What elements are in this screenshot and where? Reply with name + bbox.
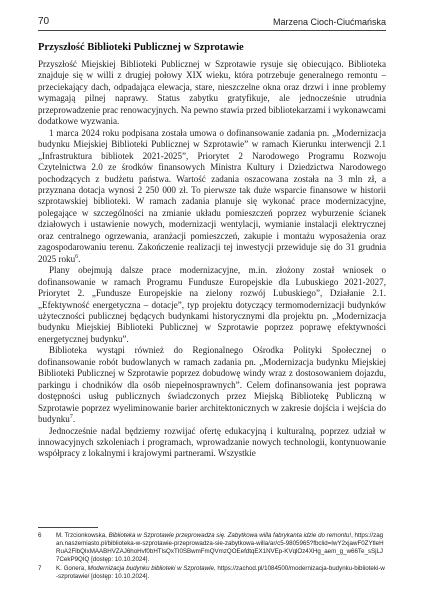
footnote-title: Biblioteka w Szprotawie przeprowadza się. Zabytkowa willa fabrykanta idzie do remontu! xyxy=(108,532,352,539)
paragraph-1: Przyszłość Miejskiej Biblioteki Publicznej w Szprotawie rysuje się obiecująco. Biblioteka znajduje się w willi z drugiej połowy XIX wieku, która potrzebuje generalnego remontu – przeciekający dach, odpadająca elewacja, stare, nieszczelne okna oraz drzwi i inne problemy wymagają pilnej naprawy. Status zabytku gratyfikuje, ale jednocześnie utrudnia przeprowadzenie prac renowacyjnych. Na pewno stawia przed bibliotekarzami i wykonawcami dodatkowe wyzwania. xyxy=(38,59,386,127)
footnote-mark: 6 xyxy=(38,532,42,539)
section-title: Przyszłość Biblioteki Publicznej w Szprotawie xyxy=(38,42,244,53)
paragraph-4: Biblioteka wystąpi również do Regionalnego Ośrodka Polityki Społecznej o dofinansowanie robót budowlanych w ramach zadania pn. „Modernizacja budynku Miejskiej Biblioteki Publicznej w Szprotawie poprzez dobudowę windy wraz z dostosowaniem dojazdu, parkingu i chodników dla osób niepełnosprawnych”. Celem dofinansowania jest poprawa dostępności usług publicznych świadczonych przez Miejską Bibliotekę Publiczną w Szprotawie poprzez wyeliminowanie barier architektonicznych w zakresie dojścia i wejścia do budynku$^7$. xyxy=(38,345,386,425)
paragraph-3: Plany obejmują dalsze prace modernizacyjne, m.in. złożony został wniosek o dofinansowanie w ramach Programu Fundusze Europejskie dla Lubuskiego 2021-2027, Priorytet 2. „Fundusze Europejskie na zielony rozwój Lubuskiego”, Działanie 2.1. „Efektywność energetyczna – dotacje”, typ projektu dotyczący termomodernizacji budynków użyteczności publicznej będących budynkami historycznymi dla projektu pn. „Modernizacja budynku Miejskiej Biblioteki Publicznej w Szprotawie poprzez poprawę efektywności energetycznej budynku”. xyxy=(38,265,386,344)
footnote-link[interactable]: , https://zachod.pl/1084500/modernizacja-budynku-biblioteki-w-szprotawie/ [dostęp: 10.10.2024]. xyxy=(56,565,385,580)
footnote-7: 7 K. Gonera, Modernizacja budynku biblioteki w Szprotawie, https://zachod.pl/1084500/modernizacja-budynku-biblioteki-w-szprotawie/ [dostęp: 10.10.2024]. xyxy=(38,565,385,580)
footnote-ref-7[interactable]: 7 xyxy=(69,414,73,421)
footnote-title: Modernizacja budynku biblioteki w Szprotawie xyxy=(87,565,214,572)
body-text xyxy=(38,59,386,460)
footnote-mark: 7 xyxy=(38,565,42,572)
page-number: 70 xyxy=(38,16,50,27)
running-header xyxy=(38,16,386,31)
footnote-link[interactable]: , https://zagan.naszemiasto.pl/biblioteka-w-szprotawie-przeprowadza-sie-zabytkowa-willa/ar/c5-9805965?fbclid=IwY2xjawF0ZYtleHRuA2FlbQIxMAABHVZAJ6hoHvf0bHTlsQxTI0SBwmFmQVmzQOEefdtqEX1NVEp-KVqlOz4XHg_aem_g_w66Te_sSjLJ7CekP9QIQ [dostęp: 10.10.2024]. xyxy=(56,532,384,563)
footnote-6: 6 M. Trzcionkowska, Biblioteka w Szprotawie przeprowadza się. Zabytkowa willa fabrykanta idzie do remontu!, https://zagan.naszemiasto.pl/biblioteka-w-szprotawie-przeprowadza-sie-zabytkowa-willa/ar/c5-9805965?fbclid=IwY2xjawF0ZYtleHRuA2FlbQIxMAABHVZAJ6hoHvf0bHTlsQxTI0SBwmFmQVmzQOEefdtqEX1NVEp-KVqlOz4XHg_aem_g_w66Te_sSjLJ7CekP9QIQ [dostęp: 10.10.2024]. xyxy=(38,532,384,563)
footnote-divider xyxy=(38,527,98,528)
footnote-ref-6[interactable]: 6 xyxy=(75,253,79,260)
paragraph-5: Jednocześnie nadal będziemy rozwijać ofertę edukacyjną i kulturalną, poprzez udział w innowacyjnych szkoleniach i programach, wprowadzanie nowych technologii, kontynuowanie współpracy z lokalnymi i krajowymi partnerami. Wszystkie xyxy=(38,425,386,459)
paragraph-2: 1 marca 2024 roku podpisana została umowa o dofinansowanie zadania pn. „Modernizacja budynku Miejskiej Biblioteki Publicznej w Szprotawie” w ramach Kierunku interwencji 2.1 „Infrastruktura bibliotek 2021-2025”, Priorytet 2 Narodowego Programu Rozwoju Czytelnictwa 2.0 ze środków finansowych Ministra Kultury i Dziedzictwa Narodowego pochodzących z budżetu państwa. Wartość zadania oszacowana została na 3 mln zł, a przyznana dotacja wynosi 2 250 000 zł. To pierwsze tak duże wsparcie finansowe w historii szprotawskiej biblioteki. W ramach zadania planuje się wykonać prace modernizacyjne, polegające w szczególności na zmianie układu pomieszczeń poprzez wyburzenie ścianek działowych i ustawienie nowych, modernizacji wentylacji, wymianie instalacji elektrycznej oraz centralnego ogrzewania, aranżacji pomieszczeń, zakupie i montażu wyposażenia oraz zagospodarowaniu terenu. Zakończenie realizacji tej inwestycji przewiduje się do 31 grudnia 2025 roku$^6$. xyxy=(38,127,386,264)
footnotes xyxy=(38,527,386,582)
header-author: Marzena Cioch-Ciućmańska xyxy=(272,17,386,27)
